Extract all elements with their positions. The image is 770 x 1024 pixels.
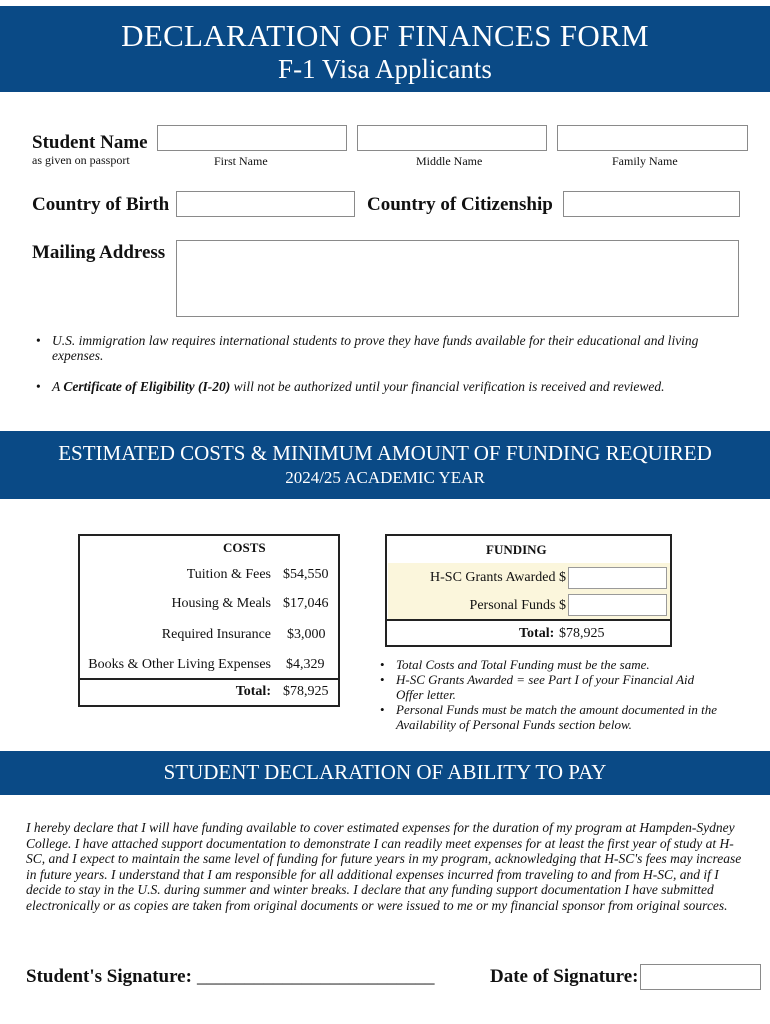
academic-year: 2024/25 ACADEMIC YEAR	[285, 468, 485, 487]
costs-total-divider	[78, 678, 340, 680]
country-of-birth-label: Country of Birth	[32, 194, 170, 215]
personal-funds-field[interactable]	[568, 594, 667, 616]
funding-title: FUNDING	[486, 542, 547, 557]
funding-note-3: Personal Funds must be match the amount documented in the Availability of Personal Funds section below.	[396, 702, 717, 732]
declaration-text: I hereby declare that I will have funding available to cover estimated expenses for the duration of my program at Hampden-Sydney College. I have attached support documentation to demonstrate I can readily meet expenses for at least the first year of study at H-SC, and I expect to maintain the same level of funding for future years in my program, acknowledging that H-SC's fees may increase in future years. I understand that I am responsible for all additional expenses incurred from traveling to and from H-SC, and if I decide to stay in the U.S. during summer and winter breaks. I declare that any funding support documentation I have submitted electronically or as copies are taken from original documents or were issued to me or my financial sponsor from original sources.	[26, 820, 742, 913]
cost-label-books: Books & Other Living Expenses	[88, 657, 271, 672]
mailing-address-field[interactable]	[176, 240, 739, 317]
country-of-citizenship-field[interactable]	[563, 191, 740, 217]
personal-funds-label: Personal Funds $	[469, 598, 566, 613]
cost-label-insurance: Required Insurance	[161, 627, 271, 642]
student-name-sublabel: as given on passport	[32, 153, 130, 167]
note-i20: • A Certificate of Eligibility (I-20) will not be authorized until your financial verification is received and reviewed.	[36, 379, 665, 394]
cost-value-books: $4,329	[286, 657, 325, 672]
i20-emphasis: Certificate of Eligibility (I-20)	[63, 379, 231, 394]
costs-table	[78, 534, 340, 707]
first-name-caption: First Name	[214, 154, 268, 168]
mailing-address-label: Mailing Address	[32, 242, 166, 263]
estimated-costs-banner	[0, 431, 770, 499]
cost-value-housing: $17,046	[283, 596, 329, 611]
funding-note-2: H-SC Grants Awarded = see Part I of your Financial Aid Offer letter.	[396, 672, 695, 702]
costs-total-value: $78,925	[283, 684, 329, 699]
header-banner	[0, 6, 770, 92]
declaration-title: STUDENT DECLARATION OF ABILITY TO PAY	[163, 760, 607, 784]
first-name-field[interactable]	[157, 125, 347, 151]
family-name-field[interactable]	[557, 125, 748, 151]
middle-name-field[interactable]	[357, 125, 547, 151]
costs-total-label: Total:	[235, 684, 271, 699]
date-of-signature-label: Date of Signature:	[490, 966, 639, 987]
signature-line[interactable]: _________________________	[197, 966, 435, 987]
form-subtitle: F-1 Visa Applicants	[278, 54, 492, 84]
funding-note-1: Total Costs and Total Funding must be the same.	[396, 657, 650, 672]
costs-title: COSTS	[223, 540, 266, 555]
country-of-citizenship-label: Country of Citizenship	[367, 194, 553, 215]
form-title: DECLARATION OF FINANCES FORM	[121, 18, 649, 53]
funding-total-divider	[385, 619, 672, 621]
signature-label: Student's Signature:	[26, 966, 192, 987]
student-name-label: Student Name	[32, 132, 148, 153]
funding-total-value: $78,925	[559, 626, 605, 641]
funding-total-label: Total:	[519, 626, 555, 641]
cost-value-tuition: $54,550	[283, 567, 329, 582]
country-of-birth-field[interactable]	[176, 191, 355, 217]
cost-label-housing: Housing & Meals	[171, 596, 271, 611]
cost-label-tuition: Tuition & Fees	[186, 567, 271, 582]
note-immigration: • U.S. immigration law requires international students to prove they have funds available for their educational and living expenses.	[36, 333, 699, 363]
middle-name-caption: Middle Name	[416, 154, 483, 168]
grants-awarded-field[interactable]	[568, 567, 667, 589]
declaration-banner	[0, 751, 770, 795]
grants-label: H-SC Grants Awarded $	[430, 570, 566, 585]
funding-notes: • Total Costs and Total Funding must be the same. • H-SC Grants Awarded = see Part I of your Financial Aid Offer letter. • Personal Funds must be match the amount documented in the Availability of Personal Funds section below.	[380, 657, 720, 732]
estimated-costs-title: ESTIMATED COSTS & MINIMUM AMOUNT OF FUNDING REQUIRED	[58, 441, 712, 465]
date-of-signature-field[interactable]	[640, 964, 761, 990]
cost-value-insurance: $3,000	[287, 627, 326, 642]
family-name-caption: Family Name	[612, 154, 678, 168]
